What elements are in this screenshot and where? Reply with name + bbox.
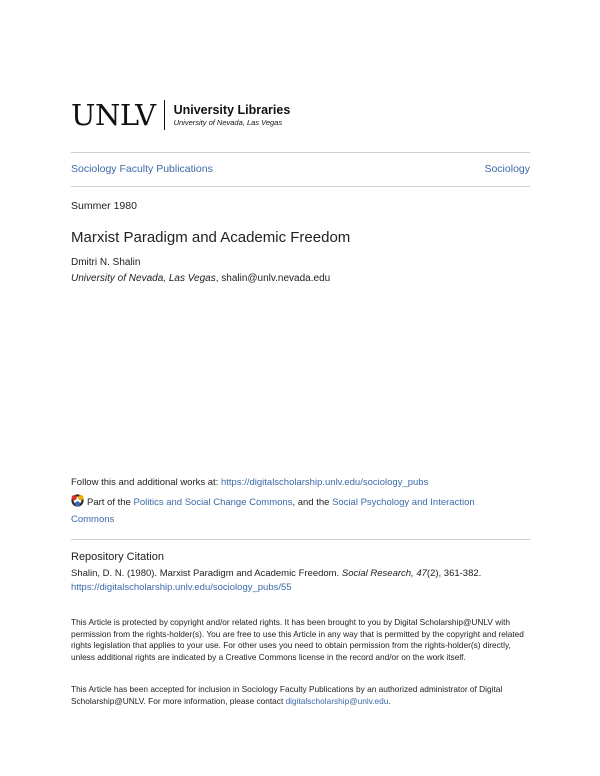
top-divider (71, 152, 530, 153)
citation-text (71, 567, 531, 595)
citation-journal: Social Research, 47 (341, 568, 427, 579)
social-psychology-commons-link[interactable]: Social Psychology and Interaction Commons (71, 497, 475, 525)
logo-mark: UNLV (71, 98, 156, 132)
author-affiliation: University of Nevada, Las Vegas, shalin@unlv.nevada.edu (71, 273, 331, 284)
collection-link[interactable]: Sociology Faculty Publications (71, 163, 213, 175)
part-of-prefix: Part of the (87, 497, 134, 508)
department-link[interactable]: Sociology (484, 163, 530, 175)
logo-subtitle: University of Nevada, Las Vegas (173, 117, 283, 127)
repository-citation-heading: Repository Citation (71, 551, 164, 563)
unlv-libraries-logo (71, 97, 290, 133)
article-title: Marxist Paradigm and Academic Freedom (71, 229, 351, 246)
network-commons-icon (71, 494, 84, 507)
logo-divider (164, 100, 165, 130)
citation-url-link[interactable]: https://digitalscholarship.unlv.edu/sociology_pubs/55 (71, 582, 292, 593)
logo-title: University Libraries (173, 102, 291, 117)
author-email[interactable]: shalin@unlv.nevada.edu (221, 273, 331, 284)
part-of-line (71, 494, 511, 528)
citation-issue: (2), 361-382. (426, 568, 482, 579)
nav-divider (71, 186, 530, 187)
follow-line (71, 477, 428, 488)
part-of-middle: , and the (292, 497, 333, 508)
citation-divider (71, 539, 530, 540)
publication-date: Summer 1980 (71, 200, 137, 212)
follow-url-link[interactable]: https://digitalscholarship.unlv.edu/sociology_pubs (220, 477, 429, 488)
author-institution: University of Nevada, Las Vegas (71, 273, 216, 284)
politics-commons-link[interactable]: Politics and Social Change Commons (133, 497, 293, 508)
contact-email-link[interactable]: digitalscholarship@unlv.edu (285, 695, 389, 706)
rights-statement: This Article is protected by copyright and/or related rights. It has been brought to you by Digital Scholarship@UNLV with permission from the rights-holder(s). You are free to use this Article in any way that is permitted by the copyright and related rights legislation that applies to your use. For other uses you need to obtain permission from the rights-holder(s) directly, unless additional rights are indicated by a Creative Commons license in the record and/or on the work itself. (71, 617, 524, 662)
follow-text: Follow this and additional works at: (71, 477, 221, 488)
acceptance-text: This Article has been accepted for inclusion in Sociology Faculty Publications by an authorized administrator of Digital Scholarship@UNLV. For more information, please contact (71, 684, 503, 706)
acceptance-statement: This Article has been accepted for inclusion in Sociology Faculty Publications by an authorized administrator of Digital Scholarship@UNLV. For more information, please contact digitalscholarship@unlv.edu. (71, 684, 503, 706)
collection-nav (71, 163, 530, 177)
author-name: Dmitri N. Shalin (71, 257, 141, 268)
citation-authors: Shalin, D. N. (1980). Marxist Paradigm and Academic Freedom. (71, 568, 342, 579)
